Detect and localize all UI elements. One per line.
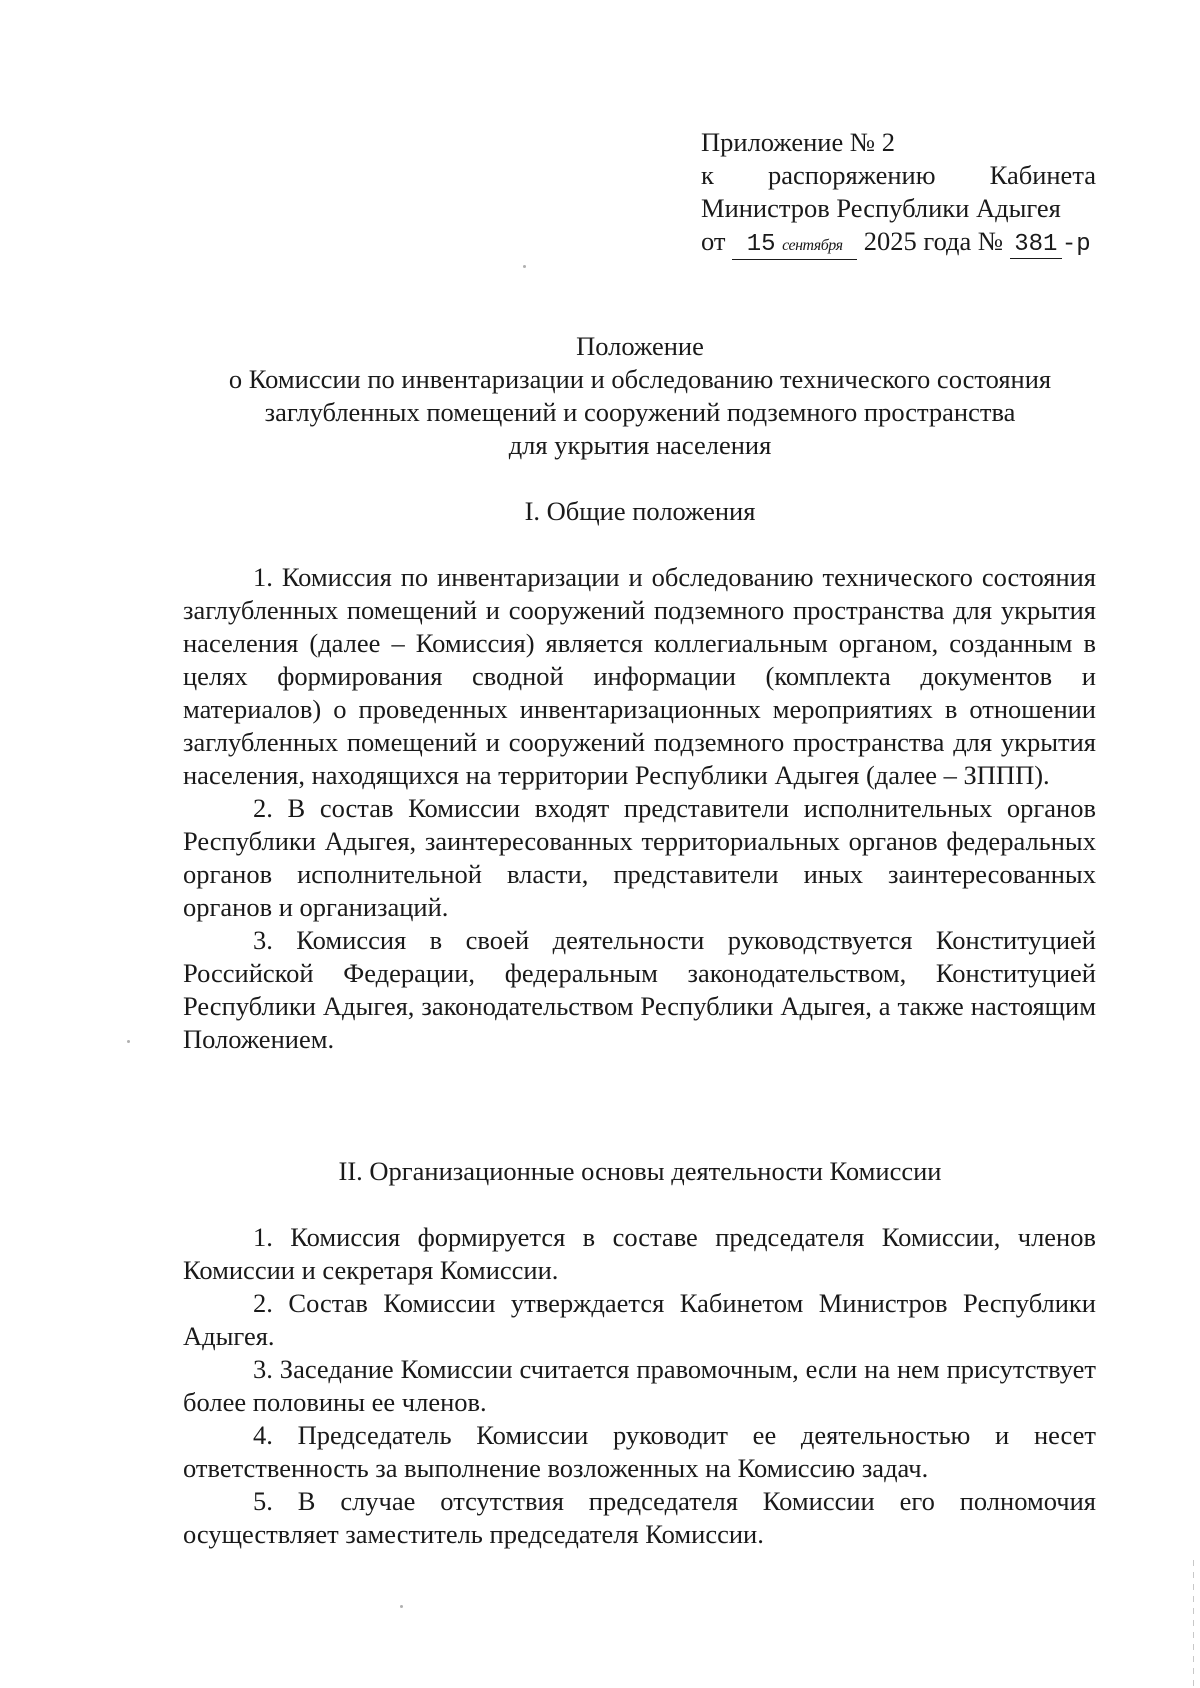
paragraph: 4. Председатель Комиссии руководит ее деятельностью и несет ответственность за выполнение возложенных на Комиссию задач. [183, 1420, 1096, 1483]
paragraph: 1. Комиссия формируется в составе председателя Комиссии, членов Комиссии и секретаря Комиссии. [183, 1222, 1096, 1285]
annex-issuer: Министров Республики Адыгея [701, 193, 1061, 223]
annex-title: Приложение № 2 [701, 127, 896, 157]
title-line: заглубленных помещений и сооружений подземного пространства [264, 397, 1016, 427]
section-organization-body [183, 1221, 1096, 1551]
section-heading-organization: II. Организационные основы деятельности Комиссии [338, 1156, 942, 1186]
scan-speck [523, 265, 526, 268]
title-line: Положение [576, 331, 704, 361]
paragraph: 2. В состав Комиссии входят представители исполнительных органов Республики Адыгея, заинтересованных территориальных органов федеральных органов исполнительной власти, представители иных заинтересованных органов и организаций. [183, 793, 1096, 922]
paragraph: 1. Комиссия по инвентаризации и обследованию технического состояния заглубленных помещений и сооружений подземного пространства для укрытия населения (далее – Комиссия) является коллегиальным органом, созданным в целях формирования сводной информации (комплекта документов и материалов) о проведенных инвентаризационных мероприятиях в отношении заглубленных помещений и сооружений подземного пространства для укрытия населения, находящихся на территории Республики Адыгея (далее – ЗППП). [183, 562, 1096, 790]
paragraph: 3. Комиссия в своей деятельности руководствуется Конституцией Российской Федерации, федеральным законодательством, Конституцией Республики Адыгея, законодательством Республики Адыгея, а также настоящим Положением. [183, 925, 1096, 1054]
annex-date-line: от 15 сентября 2025 года № 381 -р [701, 226, 1091, 258]
date-day: 15 [746, 231, 776, 258]
paragraph: 5. В случае отсутствия председателя Комиссии его полномочия осуществляет заместитель председателя Комиссии. [183, 1486, 1096, 1549]
scan-speck [400, 1605, 403, 1608]
order-number: 381 [1014, 231, 1058, 258]
order-suffix: -р [1061, 231, 1091, 258]
paragraph: 3. Заседание Комиссии считается правомочным, если на нем присутствует более половины ее членов. [183, 1354, 1096, 1417]
order-number-field [1010, 228, 1062, 259]
annex-header [701, 126, 1096, 261]
title-line: о Комиссии по инвентаризации и обследованию технического состояния [228, 364, 1052, 394]
section-heading-general: I. Общие положения [524, 496, 756, 526]
scan-speck [127, 1040, 130, 1043]
annex-order-ref: к распоряжению Кабинета [701, 160, 1096, 190]
document-title [160, 330, 1120, 462]
scan-edge-mark [1193, 1560, 1194, 1688]
paragraph: 2. Состав Комиссии утверждается Кабинетом Министров Республики Адыгея. [183, 1288, 1096, 1351]
section-general-body [183, 561, 1096, 1056]
date-month: сентября [782, 237, 843, 254]
date-year: 2025 года № [863, 226, 1004, 256]
date-field [732, 228, 857, 260]
title-line: для укрытия населения [508, 430, 772, 460]
